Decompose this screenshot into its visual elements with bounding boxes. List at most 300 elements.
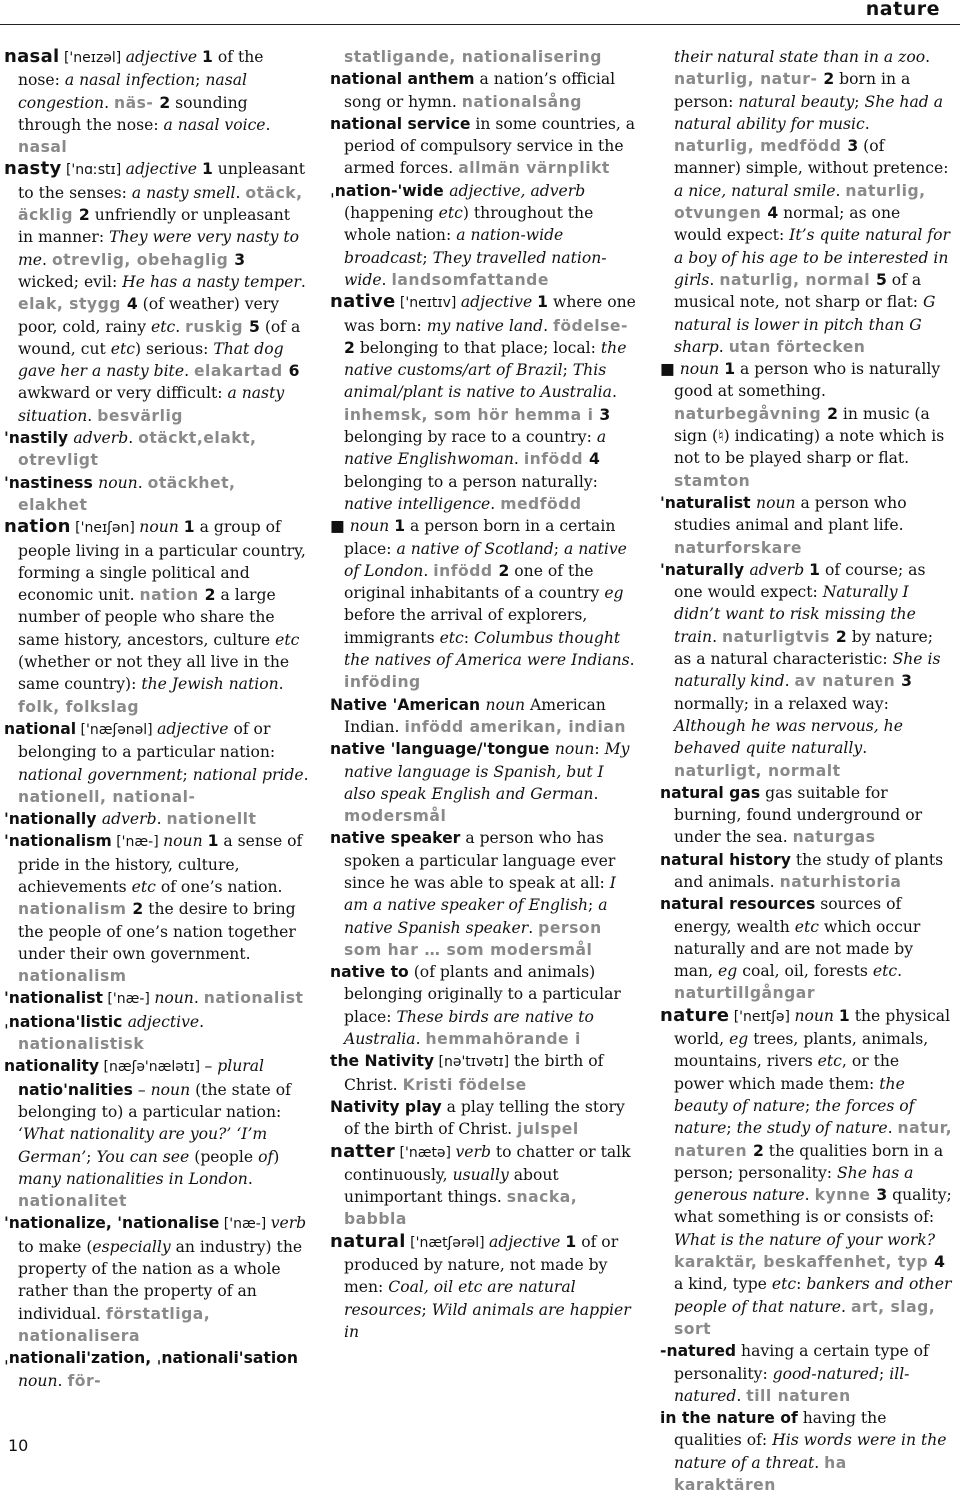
italic-text: That dog gave her a nasty bite (18, 339, 284, 381)
headword: natural gas (660, 783, 761, 802)
column-1 (4, 46, 310, 1392)
italic-text: My native language is Spanish, but I also speak English and German (344, 740, 630, 803)
definition-text: . (709, 270, 720, 289)
pronunciation: ['neɪtʃə] (729, 1008, 795, 1025)
dictionary-entry (4, 516, 310, 718)
dictionary-entry (4, 1347, 310, 1392)
italic-text: His words were in the nature of a threat (674, 1431, 947, 1472)
swedish-translation: infödd (523, 450, 590, 469)
swedish-translation: nationalist (203, 989, 304, 1008)
italic-text: noun (485, 695, 526, 714)
dictionary-entry (660, 559, 952, 782)
swedish-translation: naturlig, otvungen (674, 181, 926, 223)
definition-text: ; (195, 71, 206, 90)
swedish-translation: statligande, nationalisering (344, 48, 602, 66)
definition-text: : (796, 1275, 807, 1294)
headword: -natured (660, 1342, 737, 1361)
sense-number: 1 (183, 518, 195, 537)
italic-text: a nasty situation (18, 384, 285, 425)
definition-text: . (199, 1012, 205, 1031)
swedish-translation: nationalistisk (18, 1035, 145, 1054)
definition-text: . (528, 918, 539, 937)
definition-text: . (184, 362, 194, 381)
headword: 'nastily (4, 429, 74, 448)
dictionary-entry (4, 718, 310, 808)
italic-text: a nice, natural smile (674, 181, 836, 200)
definition-text: one of the original inhabitants of a country (344, 561, 605, 603)
sense-number: 2 (132, 900, 144, 919)
definition-text: . (423, 561, 434, 580)
sense-number: 2 (827, 404, 838, 423)
swedish-translation: naturtillgångar (674, 984, 816, 1003)
definition-text: normal; as one would expect: (674, 204, 901, 245)
headword: ˌnationali'zation, ˌnationali'sation (4, 1349, 298, 1368)
definition-text: . (156, 810, 167, 829)
sense-number: 1 (394, 517, 406, 536)
italic-text: ill-natured (674, 1364, 910, 1405)
dictionary-entry (330, 1141, 636, 1231)
sense-number: 4 (767, 204, 779, 223)
page-number: 10 (8, 1436, 29, 1455)
swedish-translation: nationalsång (461, 92, 582, 111)
definition-text: ; (879, 1364, 890, 1383)
dictionary-entry (4, 808, 310, 830)
italic-text: etc (794, 917, 819, 936)
sense-number: 2 (835, 627, 847, 646)
italic-text: a nasty smell (131, 183, 236, 202)
italic-text: etc (771, 1275, 797, 1294)
sense-number: 3 (234, 250, 246, 269)
definition-text: ; (421, 1300, 432, 1319)
sense-number: 2 (344, 338, 355, 357)
definition-text: coal, oil, forests (737, 962, 873, 981)
definition-text: the study of plants and animals. (674, 850, 944, 891)
dictionary-entry (4, 987, 310, 1010)
italic-text: native intelligence (344, 494, 491, 513)
swedish-translation: naturligtvis (721, 627, 836, 646)
sense-number: 1 (202, 48, 213, 66)
italic-text: especially (92, 1237, 171, 1256)
sense-number: 2 (204, 586, 216, 605)
headword: natural (330, 1230, 406, 1252)
definition-text: to chatter or talk continuously, (344, 1142, 631, 1184)
definition-text: . (278, 675, 284, 694)
definition-text: a person born in a certain place: (344, 517, 616, 558)
definition-text: about unimportant things. (344, 1165, 559, 1207)
definition-text: quality; what something is or consists of: (674, 1186, 952, 1227)
headword: nasal (4, 46, 60, 67)
italic-text: noun (554, 740, 595, 759)
definition-text: . (543, 316, 554, 335)
definition-text: ; (588, 896, 599, 915)
swedish-translation: kynne (814, 1186, 877, 1205)
italic-text: a native of London (344, 539, 627, 580)
italic-text: verb (270, 1214, 307, 1233)
dictionary-entry (660, 1407, 952, 1496)
definition-text: a nation’s official song or hymn. (344, 70, 616, 111)
italic-text: What is the nature of your work? (674, 1230, 936, 1249)
headword: nation (4, 516, 71, 538)
dictionary-entry (660, 893, 952, 1004)
header-rule (0, 24, 960, 25)
definition-text: belonging to a person naturally: (344, 472, 598, 491)
definition-text: (of plants and animals) belonging originally to a particular place: (344, 963, 621, 1026)
dictionary-entry (4, 158, 310, 427)
definition-text: ) (273, 1147, 280, 1166)
swedish-translation: naturligt, normalt (674, 761, 841, 780)
sense-number: 2 (498, 561, 510, 580)
italic-text: national pride (192, 765, 304, 784)
definition-text: . (415, 1030, 426, 1049)
dictionary-entry (660, 1340, 952, 1407)
definition-text: (of manner) simple, without pretence: (674, 137, 949, 178)
italic-text: They travelled nation-wide (344, 248, 607, 289)
dictionary-entry (660, 1005, 952, 1340)
dictionary-entry (330, 694, 636, 739)
definition-text: . (193, 989, 204, 1008)
swedish-translation: naturlig, natur- (674, 70, 824, 89)
italic-text: etc (439, 628, 464, 647)
swedish-translation: ruskig (185, 317, 250, 336)
definition-text: . (593, 784, 599, 803)
definition-text: a large number of people who share the same history, ancestors, culture (18, 586, 276, 649)
definition-text: . (718, 337, 729, 356)
headword: 'naturalist (660, 493, 757, 512)
sense-number: 1 (565, 1232, 577, 1251)
definition-text: (people (189, 1147, 259, 1166)
dictionary-entry (660, 782, 952, 849)
definition-text: . (611, 383, 617, 402)
italic-text: the native customs/art of Brazil (344, 338, 627, 380)
swedish-translation: infödd amerikan, indian (404, 717, 626, 736)
definition-text: – (132, 1080, 151, 1099)
dictionary-entry (4, 1011, 310, 1056)
italic-text: I am a native speaker of English (344, 873, 616, 915)
pronunciation: ['nætʃərəl] (405, 1234, 490, 1251)
sense-number: 2 (752, 1141, 764, 1160)
italic-text: These birds are native to Australia (344, 1007, 594, 1049)
italic-text: eg (718, 962, 738, 981)
definition-text: . (712, 627, 722, 646)
pronunciation: ['nætə] (395, 1144, 456, 1161)
italic-text: They were very nasty to me (18, 228, 300, 269)
italic-text: She has a generous nature (674, 1163, 914, 1205)
italic-text: noun (163, 832, 208, 851)
definition-text: a person who studies animal and plant life. (674, 493, 907, 535)
swedish-translation: stamton (674, 471, 751, 490)
italic-text: etc (131, 877, 156, 896)
column-3 (660, 46, 952, 1496)
headword: ˌnationa'listic (4, 1012, 128, 1031)
dictionary-entry (330, 113, 636, 180)
italic-text: eg (604, 584, 624, 603)
swedish-translation: landsomfattande (391, 270, 549, 289)
italic-text: adverb (749, 560, 810, 579)
italic-text: adjective (157, 719, 229, 738)
dictionary-entry (660, 492, 952, 559)
italic-text: etc (110, 339, 135, 358)
definition-text: born in a person: (674, 70, 911, 111)
italic-text: Wild animals are happier in (344, 1300, 631, 1341)
italic-text: adjective (127, 1012, 200, 1031)
dictionary-entry (330, 46, 636, 68)
headword: national anthem (330, 70, 475, 89)
headword: Nativity play (330, 1097, 442, 1116)
italic-text: noun (756, 493, 796, 512)
swedish-translation: otäckhet, elakhet (18, 473, 236, 514)
italic-text: noun (98, 473, 138, 492)
swedish-translation: nasal (18, 138, 68, 157)
definition-text: ) serious: (134, 339, 214, 358)
definition-text: wicked; evil: (18, 272, 123, 291)
definition-text: ■ (330, 517, 350, 536)
swedish-translation: snacka, babbla (344, 1188, 578, 1229)
dictionary-entry (4, 830, 310, 987)
definition-text: . (57, 1371, 68, 1390)
headword: the Nativity (330, 1052, 435, 1071)
definition-text: , or the power which made them: (674, 1052, 900, 1093)
dictionary-entry (330, 180, 636, 291)
headword: national service (330, 114, 471, 133)
definition-text: . (137, 473, 148, 492)
definition-text: . (87, 406, 98, 425)
column-2 (330, 46, 636, 1343)
italic-text: etc (872, 962, 898, 981)
pronunciation: [næʃə'nælətɪ] (99, 1059, 205, 1076)
swedish-translation: nation (139, 586, 205, 605)
dictionary-entry (330, 1231, 636, 1343)
definition-text: . (804, 1186, 815, 1205)
definition-text: having a certain type of personality: (674, 1342, 929, 1383)
italic-text: of (258, 1147, 274, 1166)
swedish-translation: till naturen (746, 1386, 851, 1405)
definition-text: . (862, 739, 868, 758)
swedish-translation: otrevlig, obehaglig (51, 250, 235, 269)
swedish-translation: naturforskare (674, 538, 802, 557)
dictionary-entry (4, 427, 310, 472)
definition-text: of or belonging to a particular nation: (18, 719, 276, 762)
definition-text: having the qualities of: (674, 1409, 887, 1450)
definition-text: before the arrival of explorers, immigrants (344, 606, 588, 647)
definition-text: . (300, 272, 306, 291)
definition-text: a kind, type (674, 1275, 772, 1294)
swedish-translation: otäck, äcklig (18, 183, 303, 225)
definition-text: . (841, 1297, 851, 1316)
definition-text: . (887, 1119, 898, 1138)
dictionary-entry (330, 1050, 636, 1096)
definition-text: a group of people living in a particular country, forming a single political and economic unit. (18, 518, 306, 605)
headword: native to (330, 963, 409, 982)
italic-text: noun (139, 518, 184, 537)
swedish-translation: person som har … som modersmål (344, 918, 602, 959)
definition-text: . (736, 1386, 747, 1405)
swedish-translation: för- (67, 1371, 102, 1390)
dictionary-entry (330, 515, 636, 693)
definition-text: (the state of belonging to) a particular nation: (18, 1080, 291, 1121)
swedish-translation: inhemsk, som hör hemma i (344, 405, 600, 424)
sense-number: 4 (589, 450, 600, 469)
italic-text: adjective (460, 293, 538, 312)
sense-number: 5 (249, 317, 260, 336)
swedish-translation: allmän värnplikt (458, 159, 610, 178)
definition-text: of or produced by nature, not made by men: (344, 1232, 619, 1297)
definition-text: by nature; as a natural characteristic: (674, 627, 934, 669)
italic-text: bankers and other people of that nature (674, 1275, 952, 1316)
swedish-translation: folk, folkslag (18, 697, 140, 716)
swedish-translation: nationalitet (18, 1192, 127, 1211)
definition-text: unfriendly or unpleasant in manner: (18, 206, 291, 247)
italic-text: Coal, oil etc are natural resources (344, 1278, 576, 1319)
sense-number: 1 (537, 293, 549, 312)
headword: national (4, 719, 77, 738)
swedish-translation: naturgas (792, 828, 876, 847)
definition-text: . (835, 181, 846, 200)
headword: nasty (4, 158, 62, 180)
italic-text: a native Englishwoman (344, 428, 607, 469)
definition-text: ; (805, 1096, 816, 1115)
italic-text: G natural is lower in pitch than G sharp (674, 293, 936, 356)
swedish-translation: besvärlig (97, 406, 183, 425)
swedish-translation: elak, stygg (18, 295, 127, 314)
italic-text: plural (217, 1057, 265, 1076)
definition-text: of the nose: (18, 48, 264, 90)
italic-text: the study of nature (736, 1119, 888, 1138)
swedish-translation: nationellt (166, 810, 257, 829)
sense-number: 1 (838, 1006, 850, 1025)
swedish-translation: otäckt,elakt, otrevligt (18, 429, 257, 470)
italic-text: the forces of nature (674, 1096, 915, 1138)
definition-text: (of a wound, cut (18, 317, 301, 358)
definition-text: . (175, 317, 186, 336)
italic-text: adjective (489, 1232, 566, 1251)
italic-text: adjective (125, 48, 203, 66)
headword: native speaker (330, 829, 461, 848)
definition-text: normally; in a relaxed way: (674, 694, 889, 713)
definition-text: ; (726, 1119, 737, 1138)
headword: natio'nalities (18, 1080, 133, 1099)
sense-number: 5 (875, 270, 887, 289)
definition-text: . (897, 962, 903, 981)
definition-text: a person who has spoken a particular language ever since he was able to speak at all: (344, 829, 616, 892)
swedish-translation: utan förtecken (728, 337, 866, 356)
headword: 'nationalize, 'nationalise (4, 1214, 220, 1233)
definition-text: (happening (344, 204, 439, 223)
swedish-translation: hemmahörande i (425, 1030, 581, 1049)
italic-text: noun (154, 989, 194, 1008)
definition-text: ; (562, 361, 573, 380)
definition-text: ; (182, 765, 193, 784)
italic-text: noun (679, 360, 725, 379)
italic-text: adjective, adverb (449, 181, 586, 200)
definition-text: sounding through the nose: (18, 93, 248, 134)
italic-text: the beauty of nature (674, 1074, 905, 1115)
headword: ˌnation-'wide (330, 181, 450, 200)
italic-text: adjective (125, 160, 202, 179)
swedish-translation: elakartad (193, 362, 289, 381)
italic-text: a nasal voice (163, 115, 266, 134)
definition-text: . (490, 494, 501, 513)
italic-text: noun (794, 1006, 839, 1025)
definition-text: trees, plants, animals, mountains, rivers (674, 1030, 929, 1071)
sense-number: 1 (201, 160, 213, 179)
swedish-translation: naturlig, normal (719, 270, 876, 289)
definition-text: American Indian. (344, 695, 606, 736)
italic-text: Although he was nervous, he behaved quite naturally (674, 716, 903, 758)
headword: in the nature of (660, 1409, 798, 1428)
sense-number: 1 (809, 560, 821, 579)
italic-text: etc (817, 1052, 842, 1071)
dictionary-entry (330, 68, 636, 113)
dictionary-entry (4, 46, 310, 158)
italic-text: many nationalities in London (18, 1169, 248, 1188)
italic-text: It’s quite natural for a boy of his age to be interested in girls (674, 226, 950, 289)
swedish-translation: nationalism (18, 900, 133, 919)
italic-text: my native land (426, 316, 544, 335)
definition-text: the desire to bring the people of one’s nation together under their own government. (18, 900, 296, 963)
headword: native 'language/'tongue (330, 740, 555, 759)
swedish-translation: näs- (114, 93, 160, 112)
dictionary-entry (330, 291, 636, 515)
definition-text: . (864, 114, 870, 133)
definition-text: . (235, 183, 246, 202)
sense-number: 3 (847, 137, 859, 156)
dictionary-entry (660, 46, 952, 358)
headword: 'nationalism (4, 832, 112, 851)
definition-text: . (381, 270, 392, 289)
swedish-translation: karaktär, beskaffenhet, typ (674, 1253, 935, 1272)
running-head: nature (865, 0, 940, 20)
definition-text: ; (553, 539, 565, 558)
definition-text: . (104, 93, 114, 112)
definition-text: in music (a sign (♮) indicating) a note which is not to be played sharp or flat. (674, 404, 945, 468)
swedish-translation: infödd (433, 561, 499, 580)
definition-text: . (513, 450, 524, 469)
pronunciation: ['neɪʃən] (70, 520, 140, 537)
definition-text: (whether or not they all live in the same country): (18, 653, 290, 694)
headword: 'nationally (4, 810, 102, 829)
sense-number: 1 (724, 360, 736, 379)
italic-text: a native of Scotland (396, 539, 554, 558)
italic-text: eg (729, 1030, 749, 1049)
definition-text: an industry) the property of the nation as a whole rather than the property of an individual. (18, 1237, 303, 1323)
sense-number: 3 (901, 672, 912, 691)
italic-text: noun (349, 517, 395, 536)
definition-text: in some countries, a period of compulsory service in the armed forces. (344, 114, 636, 178)
italic-text: He has a nasty temper (122, 272, 301, 291)
dictionary-entry (4, 1055, 310, 1212)
italic-text: Columbus thought the natives of America were Indians (344, 628, 630, 670)
italic-text: good-natured (772, 1364, 879, 1383)
definition-text: of a musical note, not sharp or flat: (674, 270, 923, 312)
italic-text: adverb (101, 810, 157, 829)
definition-text: – (204, 1057, 218, 1076)
swedish-translation: inföding (344, 673, 421, 692)
sense-number: 4 (934, 1253, 945, 1272)
dictionary-entry (4, 472, 310, 517)
definition-text: a sense of pride in the history, culture, achievements (18, 832, 303, 896)
dictionary-entry (330, 738, 636, 827)
swedish-translation: Kristi födelse (402, 1075, 527, 1094)
pronunciation: [nə'tɪvətɪ] (434, 1054, 510, 1071)
italic-text: etc (438, 204, 463, 223)
definition-text: . (42, 250, 52, 269)
definition-text: ) throughout the whole nation: (344, 204, 594, 245)
definition-text: . (265, 115, 271, 134)
italic-text: etc (150, 317, 176, 336)
swedish-translation: nationalism (18, 967, 127, 986)
definition-text: . (629, 651, 635, 670)
headword: Native 'American (330, 695, 486, 714)
